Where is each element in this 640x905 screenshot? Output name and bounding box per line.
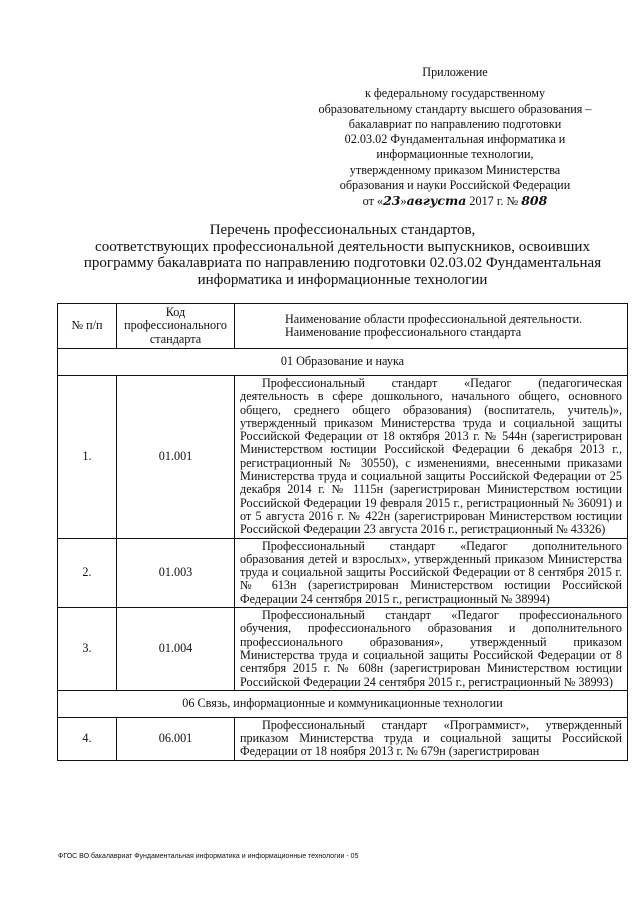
table-row [58, 538, 628, 607]
table-row [58, 376, 628, 539]
title-line: соответствующих профессиональной деятельности выпускников, освоивших [95, 238, 590, 255]
appendix-line: бакалавриат по направлению подготовки [348, 116, 562, 131]
row-code: 06.001 [117, 717, 235, 760]
row-description: Профессиональный стандарт «Педагог профессионального обучения, профессионального образования и дополнительного профессионального образования», утвержденный приказом Министерства труда и социальной защиты Российской Федерации от 8 сентября 2015 г. № 608н (зарегистрирован Министерством юстиции Российской Федерации 24 сентября 2015 г., регистрационный № 38993) [235, 608, 628, 691]
appendix-line: информационные технологии, [376, 147, 534, 162]
row-code: 01.003 [117, 538, 235, 607]
page-footer: ФГОС ВО бакалавриат Фундаментальная информатика и информационные технологии - 05 [58, 853, 359, 860]
appendix-line: образовательному стандарту высшего образования – [318, 101, 592, 116]
date-year: 2017 г. № [466, 194, 522, 209]
row-description: Профессиональный стандарт «Педагог дополнительного образования детей и взрослых», утвержденный приказом Министерства труда и социальной защиты Российской Федерации от 8 сентября 2015 г. № 613н (зарегистрирован Министерством юстиции Российской Федерации 24 сентября 2015 г., регистрационный № 38994) [235, 538, 628, 607]
document-title [60, 222, 625, 288]
appendix-line: к федеральному государственному [364, 86, 546, 101]
section-title: 01 Образование и наука [58, 349, 628, 376]
title-line: информатика и информационные технологии [197, 271, 488, 288]
table-row [58, 608, 628, 691]
date-prefix: от « [362, 194, 384, 209]
date-mid: » [400, 194, 407, 209]
date-month-handwritten: августа [406, 193, 467, 209]
title-line: программу бакалавриата по направлению подготовки 02.03.02 Фундаментальная [83, 255, 602, 271]
row-code: 01.001 [117, 376, 235, 539]
appendix-line: образования и науки Российской Федерации [339, 178, 571, 193]
order-number-handwritten: 808 [521, 193, 548, 209]
section-title: 06 Связь, информационные и коммуникационные технологии [58, 690, 628, 717]
title-line: Перечень профессиональных стандартов, [209, 222, 476, 238]
row-code: 01.004 [117, 608, 235, 691]
row-num: 1. [58, 376, 117, 539]
appendix-heading: Приложение [422, 65, 488, 79]
header-name: Наименование области профессиональной деятельности. Наименование профессионального стандарта [235, 304, 628, 349]
row-description: Профессиональный стандарт «Педагог (педагогическая деятельность в сфере дошкольного, начального общего, основного общего, среднего общего образования) (воспитатель, учитель)», утвержденный приказом Министерства труда и социальной защиты Российской Федерации от 18 октября 2013 г. № 544н (зарегистрирован Министерством юстиции Российской Федерации 6 декабря 2013 г., регистрационный № 30550), с изменениями, внесенными приказами Министерства труда и социальной защиты Российской Федерации от 25 декабря 2014 г. № 1115н (зарегистрирован Министерством юстиции Российской Федерации 19 февраля 2015 г., регистрационный № 36091) и от 5 августа 2016 г. № 422н (зарегистрирован Министерством юстиции Российской Федерации 23 августа 2016 г., регистрационный № 43326) [235, 376, 628, 539]
appendix-line: утвержденному приказом Министерства [349, 162, 561, 177]
table-row [58, 717, 628, 760]
row-description: Профессиональный стандарт «Программист», утвержденный приказом Министерства труда и социальной защиты Российской Федерации от 18 ноября 2013 г. № 679н (зарегистрирован [235, 717, 628, 760]
order-date-line [300, 193, 610, 209]
appendix-block [300, 65, 610, 210]
date-day-handwritten: 23 [383, 193, 401, 209]
standards-table [57, 303, 628, 761]
header-num: № п/п [58, 304, 117, 349]
header-code: Код профессионального стандарта [117, 304, 235, 349]
row-num: 3. [58, 608, 117, 691]
section-row [58, 349, 628, 376]
table-header-row [58, 304, 628, 349]
section-row [58, 690, 628, 717]
row-num: 2. [58, 538, 117, 607]
appendix-line: 02.03.02 Фундаментальная информатика и [344, 132, 566, 147]
row-num: 4. [58, 717, 117, 760]
